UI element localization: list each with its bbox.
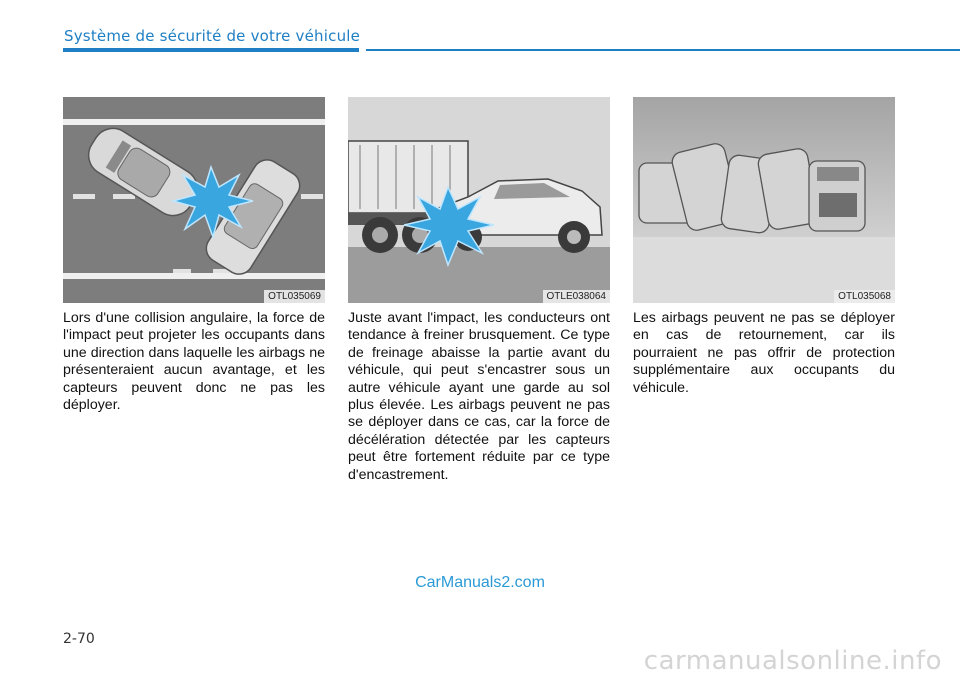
section-title: Système de sécurité de votre véhicule xyxy=(64,27,361,45)
rollover-illustration xyxy=(633,97,895,303)
header-rule-thick xyxy=(63,48,359,52)
watermark-site[interactable]: carmanualsonline.info xyxy=(643,646,942,676)
figure-code: OTL035068 xyxy=(834,290,895,303)
paragraph-underride: Juste avant l'impact, les conducteurs ont tendance à freiner brusquement. Ce type de freinage abaisse la partie avant du véhicule, qui peut s'encastrer sous un autre véhicule ayant une garde au sol plus élevée. Les airbags peuvent ne pas se déployer dans ce cas, car la force de décélération détectée par les capteurs peut être fortement réduite par ce type d'encastrement. xyxy=(348,310,610,483)
paragraph-angular-collision: Lors d'une collision angulaire, la force de l'impact peut projeter les occupants dans une direction dans laquelle les airbags ne présenteraient aucun avantage, et les capteurs peuvent donc ne pas les déployer. xyxy=(63,310,325,414)
header-rule-thin xyxy=(366,49,960,51)
figure-code: OTLE038064 xyxy=(543,290,611,303)
page-number: 2-70 xyxy=(63,631,95,647)
underride-collision-illustration xyxy=(348,97,610,303)
angular-collision-illustration xyxy=(63,97,325,303)
watermark-carmanuals[interactable]: CarManuals2.com xyxy=(415,574,545,591)
paragraph-rollover: Les airbags peuvent ne pas se déployer en cas de retournement, car ils pourraient ne pas offrir de protection supplémentaire aux occupants du véhicule. xyxy=(633,310,895,396)
figure-code: OTL035069 xyxy=(264,290,325,303)
